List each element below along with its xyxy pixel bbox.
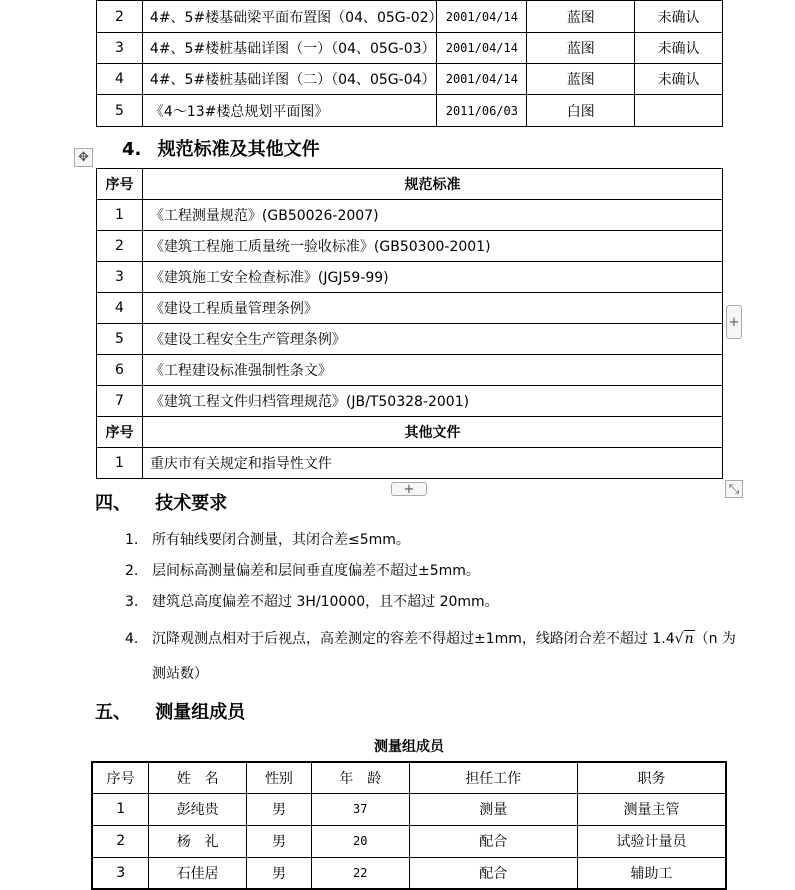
drawing-date: 2001/04/14 xyxy=(437,1,527,33)
section-4-heading xyxy=(122,135,320,161)
item-text: 层间标高测量偏差和层间垂直度偏差不超过±5mm。 xyxy=(152,563,480,579)
item-text-end: （n 为 xyxy=(694,631,736,647)
header-gender: 性别 xyxy=(247,762,312,793)
item-number: 4. xyxy=(125,631,139,647)
drawing-name: 4#、5#楼桩基础详图（一）（04、05G-03） xyxy=(142,33,436,64)
drawing-status: 未确认 xyxy=(635,33,723,64)
header-number: 序号 xyxy=(97,417,143,448)
item-number: 3. xyxy=(125,594,139,610)
standard-name: 《建筑工程施工质量统一验收标准》(GB50300-2001) xyxy=(142,231,722,262)
header-duty: 担任工作 xyxy=(409,762,577,793)
row-number: 1 xyxy=(92,793,149,825)
member-duty: 配合 xyxy=(409,857,577,889)
drawing-type: 蓝图 xyxy=(527,33,635,64)
drawing-date: 2011/06/03 xyxy=(437,95,527,127)
section-title: 规范标准及其他文件 xyxy=(157,139,320,160)
row-number: 1 xyxy=(97,448,143,479)
drawing-date: 2001/04/14 xyxy=(437,33,527,64)
row-number: 2 xyxy=(97,1,143,33)
list-item xyxy=(125,591,499,611)
member-position: 试验计量员 xyxy=(577,825,726,857)
table-row xyxy=(92,825,726,857)
member-duty: 配合 xyxy=(409,825,577,857)
header-name: 姓 名 xyxy=(149,762,247,793)
drawing-status: 未确认 xyxy=(635,64,723,95)
drawings-table xyxy=(96,0,723,127)
row-number: 1 xyxy=(97,200,143,231)
member-name: 石佳居 xyxy=(149,857,247,889)
section-number: 4. xyxy=(122,139,142,160)
member-name: 彭纯贵 xyxy=(149,793,247,825)
standard-name: 《工程测量规范》(GB50026-2007) xyxy=(142,200,722,231)
item-text: 沉降观测点相对于后视点，高差测定的容差不得超过±1mm，线路闭合差不超过 1.4 xyxy=(152,631,675,647)
table-header-row xyxy=(97,417,723,448)
sqrt-sign: √ xyxy=(674,631,684,647)
member-age: 22 xyxy=(311,857,409,889)
sqrt-n xyxy=(675,630,695,647)
table-row xyxy=(97,33,723,64)
table-header-row xyxy=(92,762,726,793)
drawing-type: 蓝图 xyxy=(527,1,635,33)
section-number: 四、 xyxy=(95,493,131,514)
header-other-files: 其他文件 xyxy=(142,417,722,448)
table-row xyxy=(97,355,723,386)
row-number: 3 xyxy=(92,857,149,889)
row-number: 3 xyxy=(97,33,143,64)
item-number: 1. xyxy=(125,532,139,548)
table-row xyxy=(97,448,723,479)
member-gender: 男 xyxy=(247,825,312,857)
table-row xyxy=(97,231,723,262)
row-number: 7 xyxy=(97,386,143,417)
item-text: 所有轴线要闭合测量，其闭合差≤5mm。 xyxy=(152,532,410,548)
add-row-button[interactable]: + xyxy=(391,482,427,496)
header-position: 职务 xyxy=(577,762,726,793)
table-row xyxy=(97,386,723,417)
table-row xyxy=(97,95,723,127)
drawing-name: 4#、5#楼桩基础详图（二）（04、05G-04） xyxy=(142,64,436,95)
member-position: 测量主管 xyxy=(577,793,726,825)
section-number: 五、 xyxy=(95,702,131,723)
drawing-name: 《4～13#楼总规划平面图》 xyxy=(142,95,436,127)
table-row xyxy=(97,324,723,355)
table-row xyxy=(97,200,723,231)
members-table xyxy=(91,761,727,890)
item-number: 2. xyxy=(125,563,139,579)
section-title: 测量组成员 xyxy=(155,702,246,723)
header-number: 序号 xyxy=(97,169,143,200)
drawing-status xyxy=(635,95,723,127)
drawing-type: 蓝图 xyxy=(527,64,635,95)
header-age: 年 龄 xyxy=(311,762,409,793)
drawing-name: 4#、5#楼基础梁平面布置图（04、05G-02） xyxy=(142,1,436,33)
row-number: 3 xyxy=(97,262,143,293)
row-number: 5 xyxy=(97,324,143,355)
row-number: 4 xyxy=(97,64,143,95)
other-file-name: 重庆市有关规定和指导性文件 xyxy=(142,448,722,479)
section-title: 技术要求 xyxy=(155,493,228,514)
add-column-button[interactable]: + xyxy=(726,305,742,339)
drawing-status: 未确认 xyxy=(635,1,723,33)
tech-requirements-heading xyxy=(95,489,227,515)
sqrt-var: n xyxy=(684,631,694,647)
drawing-date: 2001/04/14 xyxy=(437,64,527,95)
header-standards: 规范标准 xyxy=(142,169,722,200)
list-item xyxy=(125,628,736,648)
table-row xyxy=(92,857,726,889)
drawing-type: 白图 xyxy=(527,95,635,127)
table-move-handle-icon[interactable]: ✥ xyxy=(74,148,93,167)
item-text: 建筑总高度偏差不超过 3H/10000，且不超过 20mm。 xyxy=(152,594,499,610)
table-row xyxy=(97,262,723,293)
standard-name: 《建筑工程文件归档管理规范》(JB/T50328-2001) xyxy=(142,386,722,417)
member-age: 37 xyxy=(311,793,409,825)
member-gender: 男 xyxy=(247,857,312,889)
member-position: 辅助工 xyxy=(577,857,726,889)
table-row xyxy=(97,64,723,95)
list-item-continuation: 测站数） xyxy=(152,666,208,682)
standard-name: 《工程建设标准强制性条文》 xyxy=(142,355,722,386)
list-item xyxy=(125,560,480,580)
row-number: 4 xyxy=(97,293,143,324)
table-row xyxy=(92,793,726,825)
members-table-caption: 测量组成员 xyxy=(374,739,444,755)
standard-name: 《建筑施工安全检查标准》(JGJ59-99) xyxy=(142,262,722,293)
member-name: 杨 礼 xyxy=(149,825,247,857)
member-gender: 男 xyxy=(247,793,312,825)
row-number: 6 xyxy=(97,355,143,386)
header-number: 序号 xyxy=(92,762,149,793)
row-number: 5 xyxy=(97,95,143,127)
table-header-row xyxy=(97,169,723,200)
standards-table xyxy=(96,168,723,479)
standard-name: 《建设工程质量管理条例》 xyxy=(142,293,722,324)
table-resize-handle-icon[interactable]: ⤡ xyxy=(725,480,743,498)
members-heading xyxy=(95,698,245,724)
standard-name: 《建设工程安全生产管理条例》 xyxy=(142,324,722,355)
row-number: 2 xyxy=(92,825,149,857)
table-row xyxy=(97,1,723,33)
list-item xyxy=(125,529,410,549)
member-age: 20 xyxy=(311,825,409,857)
row-number: 2 xyxy=(97,231,143,262)
table-row xyxy=(97,293,723,324)
member-duty: 测量 xyxy=(409,793,577,825)
